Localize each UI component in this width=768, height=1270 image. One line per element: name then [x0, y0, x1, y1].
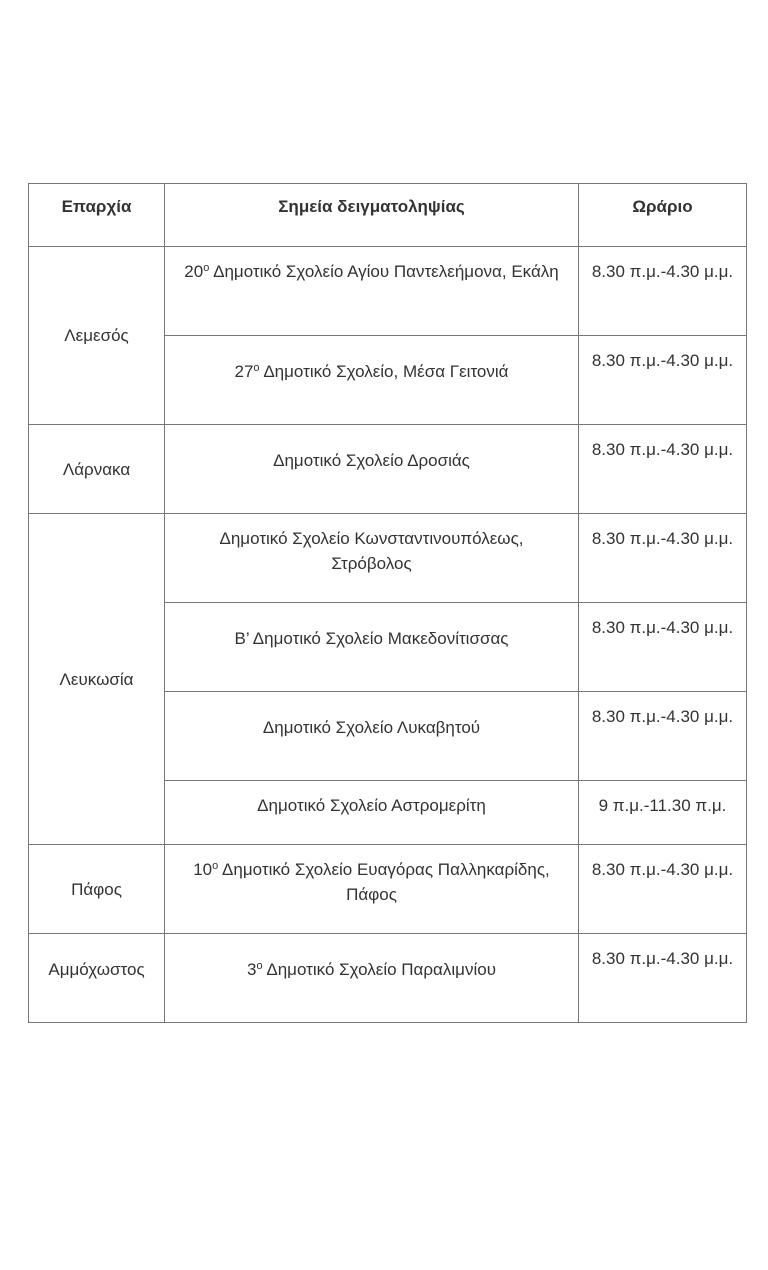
location-cell: [165, 247, 579, 336]
region-cell: Αμμόχωστος: [29, 934, 165, 1023]
ordinal-suffix: ο: [212, 860, 219, 872]
sampling-points-table: [28, 183, 747, 1023]
location-cell: [165, 336, 579, 425]
hours-cell: 8.30 π.μ.-4.30 μ.μ.: [579, 934, 747, 1023]
table-row: [29, 247, 747, 336]
location-text: Δημοτικό Σχολείο Αγίου Παντελεήμονα, Εκάλη: [209, 262, 559, 281]
hours-cell: 9 π.μ.-11.30 π.μ.: [579, 781, 747, 845]
location-cell: Β’ Δημοτικό Σχολείο Μακεδονίτισσας: [165, 603, 579, 692]
hours-cell: 8.30 π.μ.-4.30 μ.μ.: [579, 336, 747, 425]
location-cell: Δημοτικό Σχολείο Κωνσταντινουπόλεως, Στρόβολος: [165, 514, 579, 603]
location-text: Δημοτικό Σχολείο Παραλιμνίου: [262, 960, 496, 979]
ordinal-number: 10: [193, 860, 213, 879]
table-row: [29, 425, 747, 514]
table-row: [29, 934, 747, 1023]
header-district: Επαρχία: [29, 184, 165, 247]
region-cell: Πάφος: [29, 845, 165, 934]
clipped-text-fragment: [28, 1026, 746, 1040]
region-cell: Λάρνακα: [29, 425, 165, 514]
hours-cell: 8.30 π.μ.-4.30 μ.μ.: [579, 692, 747, 781]
table-header-row: [29, 184, 747, 247]
hours-cell: 8.30 π.μ.-4.30 μ.μ.: [579, 425, 747, 514]
location-text: Δημοτικό Σχολείο, Μέσα Γειτονιά: [259, 362, 509, 381]
table-row: [29, 845, 747, 934]
ordinal-suffix: ο: [203, 262, 210, 274]
sampling-table-container: [28, 183, 746, 1023]
location-cell: [165, 934, 579, 1023]
hours-cell: 8.30 π.μ.-4.30 μ.μ.: [579, 514, 747, 603]
ordinal-number: 3: [246, 960, 257, 979]
header-hours: Ωράριο: [579, 184, 747, 247]
region-cell: Λεμεσός: [29, 247, 165, 425]
hours-cell: 8.30 π.μ.-4.30 μ.μ.: [579, 247, 747, 336]
ordinal-number: 20: [184, 262, 204, 281]
location-cell: Δημοτικό Σχολείο Δροσιάς: [165, 425, 579, 514]
hours-cell: 8.30 π.μ.-4.30 μ.μ.: [579, 603, 747, 692]
location-cell: [165, 845, 579, 934]
header-sampling-points: Σημεία δειγματοληψίας: [165, 184, 579, 247]
table-row: [29, 514, 747, 603]
ordinal-suffix: ο: [253, 362, 260, 374]
location-cell: Δημοτικό Σχολείο Αστρομερίτη: [165, 781, 579, 845]
ordinal-suffix: ο: [256, 960, 263, 972]
region-cell: Λευκωσία: [29, 514, 165, 845]
ordinal-number: 27: [234, 362, 254, 381]
clipped-text-line: [28, 1024, 746, 1040]
location-cell: Δημοτικό Σχολείο Λυκαβητού: [165, 692, 579, 781]
location-text: Δημοτικό Σχολείο Ευαγόρας Παλληκαρίδης, Πάφος: [218, 860, 550, 904]
hours-cell: 8.30 π.μ.-4.30 μ.μ.: [579, 845, 747, 934]
